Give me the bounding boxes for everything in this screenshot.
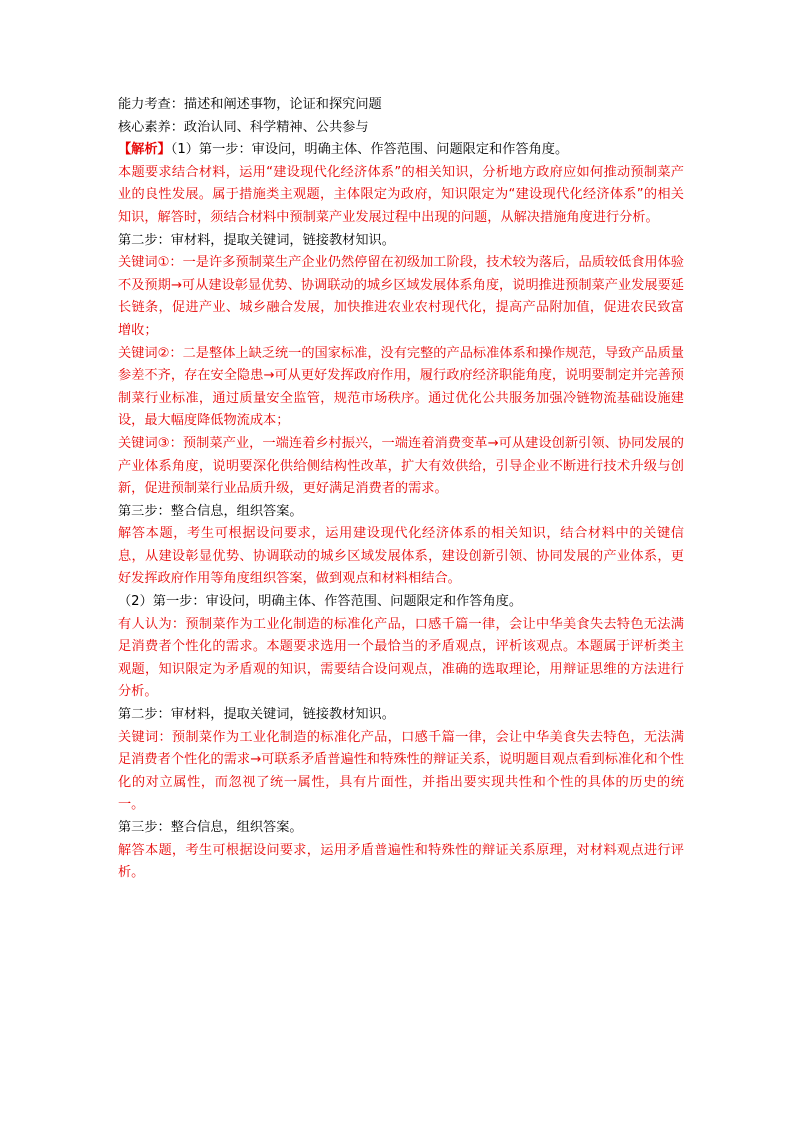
step3-q2: 第三步：整合信息，组织答案。 — [118, 820, 303, 835]
step2-q2: 第二步：审材料，提取关键词，链接教材知识。 — [118, 707, 395, 723]
q1-requirement: 本题要求结合材料，运用“建设现代化经济体系”的相关知识，分析地方政府应如何推动预制菜产业的良性发展。属于措施类主观题，主体限定为政府，知识限定为“建设现代化经济体系”的相关知识，解答时，须结合材料中预制菜产业发展过程中出现的问题，从解决措施角度进行分析。 — [118, 164, 684, 225]
q2-requirement: 有人认为：预制菜作为工业化制造的标准化产品，口感千篇一律，会让中华美食失去特色无法满足消费者个性化的需求。本题要求选用一个最恰当的矛盾观点，评析该观点。本题属于评析类主观题，知识限定为矛盾观的知识，需要结合设问观点，准确的选取理论，用辩证思维的方法进行分析。 — [118, 616, 684, 700]
analysis-heading — [118, 139, 684, 162]
step1-q2: （2）第一步：审设问，明确主体、作答范围、问题限定和作答角度。 — [118, 594, 523, 610]
answer-q2: 解答本题，考生可根据设问要求，运用矛盾普遍性和特殊性的辩证关系原理，对材料观点进行评析。 — [118, 842, 684, 881]
keyword-3: 关键词③：预制菜产业，一端连着乡村振兴，一端连着消费变革→可从建设创新引领、协同发展的产业体系角度，说明要深化供给侧结构性改革，扩大有效供给，引导企业不断进行技术升级与创新，促进预制菜行业品质升级，更好满足消费者的需求。 — [118, 435, 684, 497]
literacy-line: 核心素养：政治认同、科学精神、公共参与 — [118, 119, 369, 135]
step1-q1: （1）第一步：审设问，明确主体、作答范围、问题限定和作答角度。 — [170, 142, 569, 158]
analysis-tag: 【解析】 — [118, 142, 171, 158]
keyword-q2: 关键词：预制菜作为工业化制造的标准化产品，口感千篇一律，会让中华美食失去特色，无法满足消费者个性化的需求→可联系矛盾普遍性和特殊性的辩证关系，说明题目观点看到标准化和个性化的对立属性，而忽视了统一属性，具有片面性，并指出要实现共性和个性的具体的历史的统一。 — [118, 729, 684, 813]
ability-line: 能力考查：描述和阐述事物，论证和探究问题 — [118, 97, 382, 112]
answer-q1: 解答本题，考生可根据设问要求，运用建设现代化经济体系的相关知识，结合材料中的关键信息，从建设彰显优势、协调联动的城乡区域发展体系，建设创新引领、协同发展的产业体系，更好发挥政府作用等角度组织答案，做到观点和材料相结合。 — [118, 526, 684, 587]
step3-q1: 第三步：整合信息，组织答案。 — [118, 503, 303, 519]
document-page — [118, 94, 684, 885]
step2-q1: 第二步：审材料，提取关键词，链接教材知识。 — [118, 232, 395, 248]
keyword-2: 关键词②：二是整体上缺乏统一的国家标准，没有完整的产品标准体系和操作规范，导致产品质量参差不齐，存在安全隐患→可从更好发挥政府作用，履行政府经济职能角度，说明要制定并完善预制菜行业标准，通过质量安全监管，规范市场秩序。通过优化公共服务加强冷链物流基础设施建设，最大幅度降低物流成本； — [118, 345, 684, 429]
keyword-1: 关键词①：一是许多预制菜生产企业仍然停留在初级加工阶段，技术较为落后，品质较低食用体验不及预期→可从建设彰显优势、协调联动的城乡区域发展体系角度，说明推进预制菜产业发展要延长链条，促进产业、城乡融合发展，加快推进农业农村现代化，提高产品附加值，促进农民致富增收； — [118, 255, 684, 338]
